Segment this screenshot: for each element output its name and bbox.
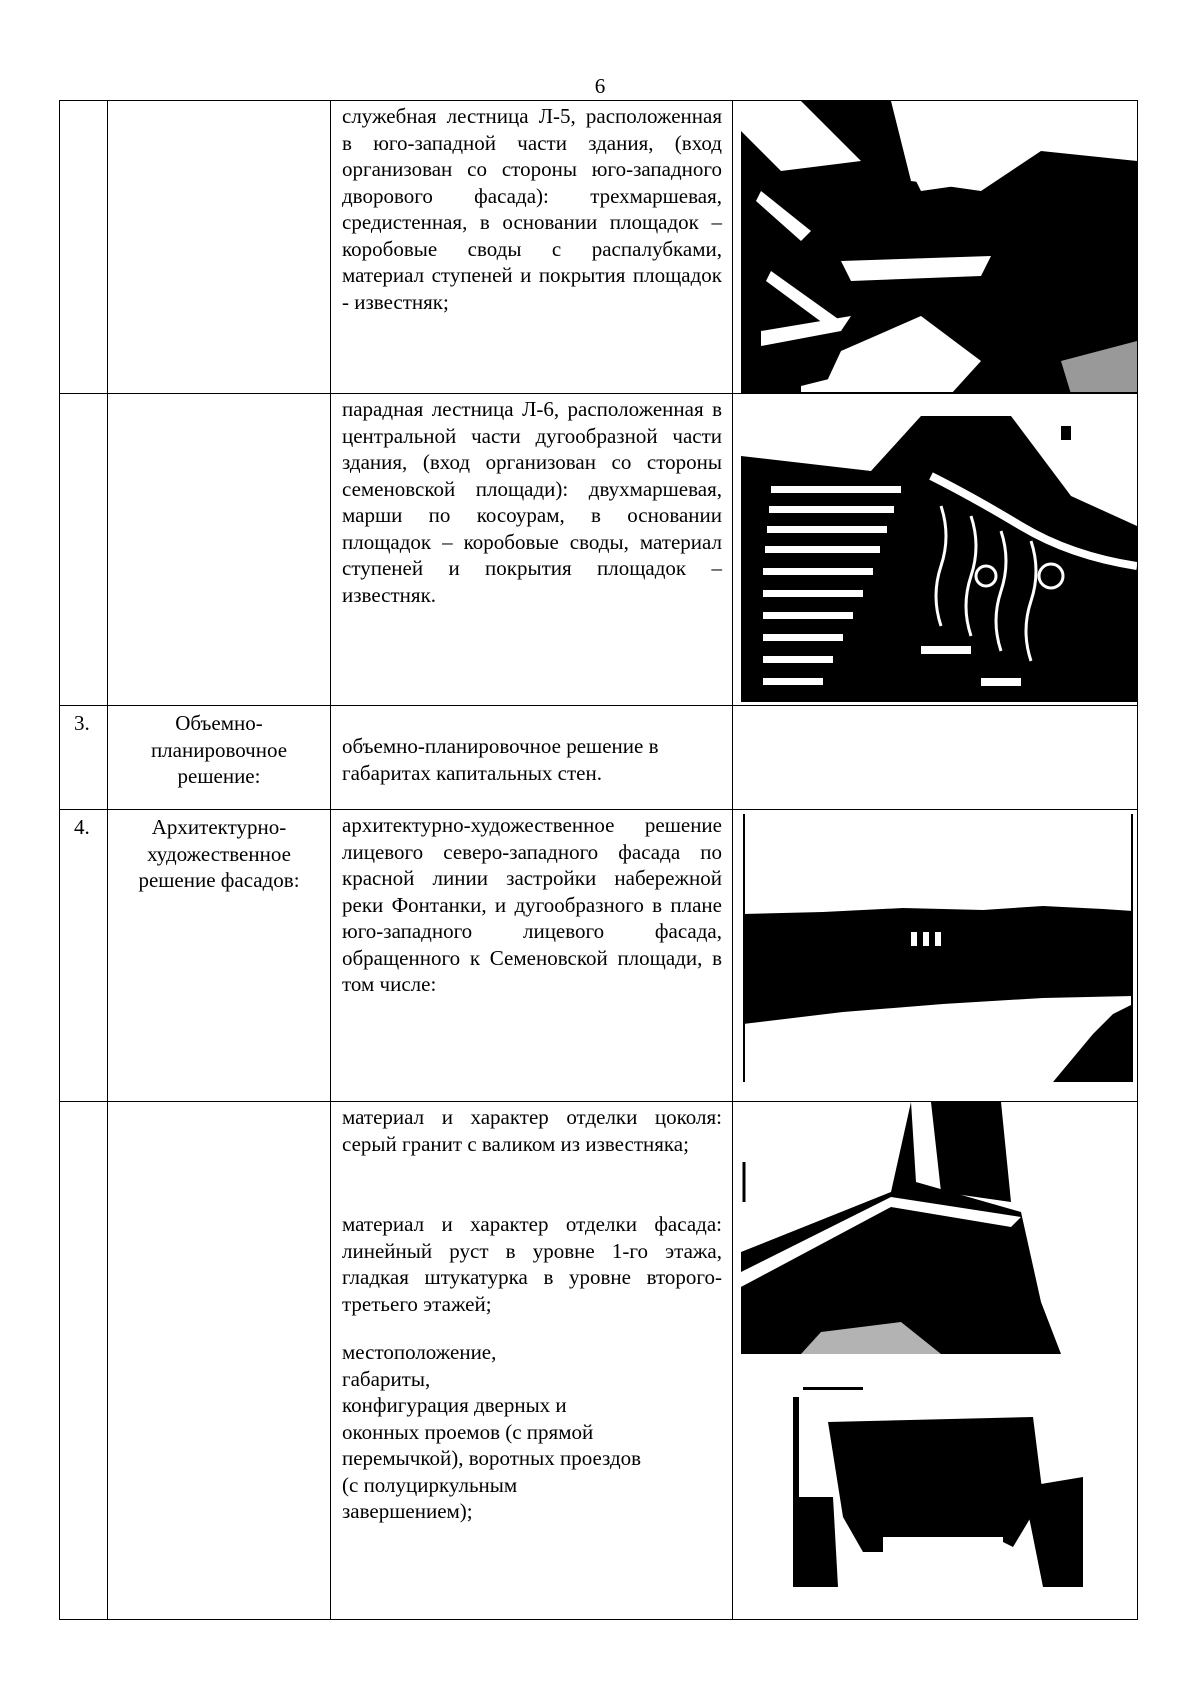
row-name <box>108 394 331 706</box>
facade-photo <box>743 814 1133 1082</box>
spacer <box>342 1157 722 1211</box>
row-number: 3. <box>60 706 108 810</box>
row-name: Архитектурно-художественное решение фасадов: <box>108 810 331 1102</box>
plinth-text: материал и характер отделки цоколя: серый гранит с валиком из известняка; <box>342 1105 722 1156</box>
openings-text-3: конфигурация дверных и оконных проемов (с прямой перемычкой), воротных проездов (с полуциркульным завершением); <box>342 1393 642 1523</box>
row-number <box>60 101 108 394</box>
photo-cell <box>733 394 1138 706</box>
description-text: парадная лестница Л-6, расположенная в центральной части дугообразной части здания, (вход организован со стороны семеновской площади): двухмаршевая, марши по косоурам, в основании площадок – коробовые своды, материал ступеней и покрытия площадок – известняк. <box>342 397 722 607</box>
row-name: Объемно-планировочное решение: <box>108 706 331 810</box>
row-description <box>331 394 733 706</box>
staircase-photo <box>741 101 1137 394</box>
row-description <box>331 810 733 1102</box>
photo-cell <box>733 1102 1138 1620</box>
openings-text-2: габариты, <box>342 1366 431 1391</box>
description-text: служебная лестница Л-5, расположенная в юго-западной части здания, (вход организован со стороны юго-западного дворового фасада): трехмаршевая, средистенная, в основании площадок – коробовые своды с распалубками, материал ступеней и покрытия площадок - известняк; <box>342 104 722 314</box>
table-row <box>60 1102 1138 1620</box>
row-description <box>331 101 733 394</box>
grand-staircase-photo <box>741 416 1137 702</box>
row-number: 4. <box>60 810 108 1102</box>
row-name <box>108 101 331 394</box>
openings-text-1: местоположение, <box>342 1340 497 1364</box>
photo-cell <box>733 706 1138 810</box>
description-text: архитектурно-художественное решение лицевого северо-западного фасада по красной линии застройки набережной реки Фонтанки, и дугообразного в плане юго-западного лицевого фасада, обращенного к Семеновской площади, в том числе: <box>342 813 722 996</box>
gate-photo <box>793 1387 1083 1587</box>
table-row <box>60 706 1138 810</box>
photo-cell <box>733 810 1138 1102</box>
row-name <box>108 1102 331 1620</box>
table-row <box>60 394 1138 706</box>
page-number: 6 <box>594 74 606 98</box>
monument-subject-table <box>59 100 1138 1620</box>
facade-finish-text: материал и характер отделки фасада: линейный руст в уровне 1-го этажа, гладкая штукатурка в уровне второго-третьего этажей; <box>342 1212 722 1316</box>
spacer <box>342 1317 722 1339</box>
description-text: объемно-планировочное решение в габаритах капитальных стен. <box>342 734 659 785</box>
row-number <box>60 394 108 706</box>
table-row <box>60 101 1138 394</box>
plinth-photo <box>741 1102 1137 1354</box>
photo-cell <box>733 101 1138 394</box>
table-row <box>60 810 1138 1102</box>
row-description <box>331 706 733 810</box>
row-description <box>331 1102 733 1620</box>
row-number <box>60 1102 108 1620</box>
